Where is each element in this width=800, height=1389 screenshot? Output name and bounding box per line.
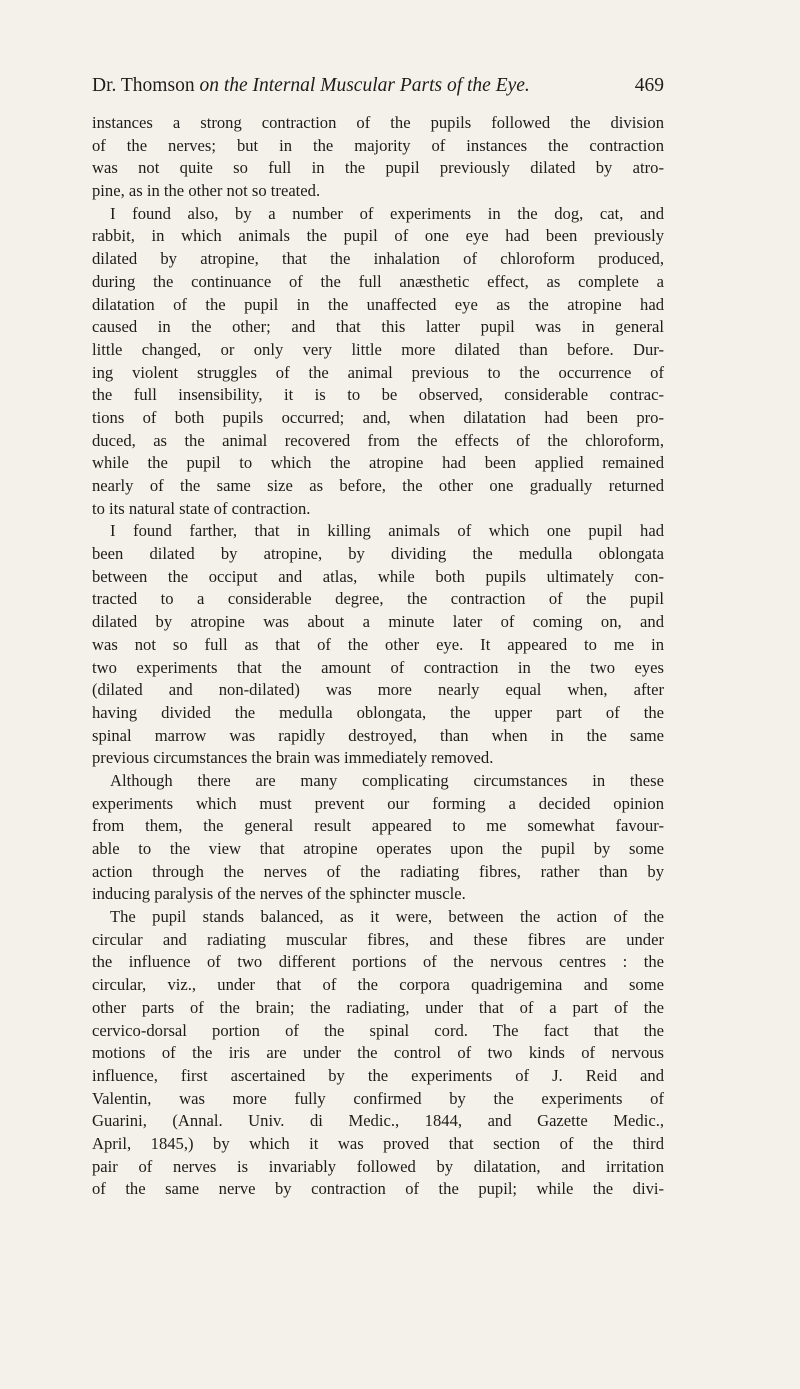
text-line: from them, the general result appeared to me somewhat favour- <box>92 816 664 836</box>
text-line: having divided the medulla oblongata, the upper part of the <box>92 702 664 722</box>
text-line: between the occiput and atlas, while both pupils ultimately con- <box>92 566 664 586</box>
header-title: on the Internal Muscular Parts of the Eye. <box>199 75 530 96</box>
page-number: 469 <box>634 75 664 96</box>
text-line: little changed, or only very little more dilated than before. Dur- <box>92 339 664 359</box>
text-line: two experiments that the amount of contraction in the two eyes <box>92 657 664 677</box>
book-page <box>92 0 664 1389</box>
text-line: pair of nerves is invariably followed by dilatation, and irritation <box>92 1156 664 1176</box>
text-line: dilated by atropine, that the inhalation of chloroform produced, <box>92 249 664 269</box>
text-line: other parts of the brain; the radiating, under that of a part of the <box>92 997 664 1017</box>
text-line: the influence of two different portions of the nervous centres : the <box>92 952 664 972</box>
text-line: instances a strong contraction of the pupils followed the division <box>92 113 664 132</box>
text-line: (dilated and non-dilated) was more nearly equal when, after <box>92 680 664 700</box>
text-line: experiments which must prevent our forming a decided opinion <box>92 793 664 813</box>
text-line: I found also, by a number of experiments in the dog, cat, and <box>110 203 664 223</box>
text-line: action through the nerves of the radiating fibres, rather than by <box>92 861 664 881</box>
text-line: rabbit, in which animals the pupil of one eye had been previously <box>92 226 664 246</box>
text-line: of the nerves; but in the majority of instances the contraction <box>92 135 664 155</box>
text-line: inducing paralysis of the nerves of the sphincter muscle. <box>92 884 466 904</box>
text-line: was not so full as that of the other eye. It appeared to me in <box>92 634 664 654</box>
text-line: I found farther, that in killing animals of which one pupil had <box>110 521 664 541</box>
text-line: been dilated by atropine, by dividing the medulla oblongata <box>92 544 664 564</box>
text-line: dilatation of the pupil in the unaffected eye as the atropine had <box>92 294 664 314</box>
text-line: tracted to a considerable degree, the contraction of the pupil <box>92 589 664 609</box>
text-line: influence, first ascertained by the experiments of J. Reid and <box>92 1065 664 1085</box>
text-line: of the same nerve by contraction of the pupil; while the divi- <box>92 1179 664 1199</box>
text-line: able to the view that atropine operates upon the pupil by some <box>92 839 664 858</box>
text-line: pine, as in the other not so treated. <box>92 181 321 201</box>
text-line: to its natural state of contraction. <box>92 498 311 518</box>
text-line: previous circumstances the brain was immediately removed. <box>92 748 494 768</box>
text-line: duced, as the animal recovered from the effects of the chloroform, <box>92 430 664 450</box>
body-text <box>92 112 664 1201</box>
running-header <box>92 72 664 100</box>
text-line: tions of both pupils occurred; and, when dilatation had been pro- <box>92 407 664 427</box>
text-line: The pupil stands balanced, as it were, between the action of the <box>110 907 664 927</box>
text-line: cervico-dorsal portion of the spinal cord. The fact that the <box>92 1020 664 1040</box>
text-line: caused in the other; and that this latter pupil was in general <box>92 317 664 337</box>
text-line: the full insensibility, it is to be observed, considerable contrac- <box>92 385 664 405</box>
text-line: motions of the iris are under the control of two kinds of nervous <box>92 1043 664 1063</box>
text-line: Although there are many complicating circumstances in these <box>110 770 664 790</box>
text-line: circular and radiating muscular fibres, and these fibres are under <box>92 929 664 949</box>
text-line: Guarini, (Annal. Univ. di Medic., 1844, and Gazette Medic., <box>92 1111 664 1131</box>
text-line: Valentin, was more fully confirmed by the experiments of <box>92 1088 664 1108</box>
text-line: circular, viz., under that of the corpora quadrigemina and some <box>92 975 664 995</box>
text-line: nearly of the same size as before, the other one gradually returned <box>92 476 664 495</box>
text-line: during the continuance of the full anæsthetic effect, as complete a <box>92 271 664 291</box>
text-line: spinal marrow was rapidly destroyed, than when in the same <box>92 725 664 745</box>
text-line: ing violent struggles of the animal previous to the occurrence of <box>92 362 664 382</box>
header-author: Dr. Thomson <box>92 75 200 96</box>
text-line: while the pupil to which the atropine had been applied remained <box>92 453 664 473</box>
text-line: dilated by atropine was about a minute later of coming on, and <box>92 612 664 632</box>
text-line: was not quite so full in the pupil previously dilated by atro- <box>92 158 664 178</box>
text-line: April, 1845,) by which it was proved that section of the third <box>92 1133 664 1153</box>
